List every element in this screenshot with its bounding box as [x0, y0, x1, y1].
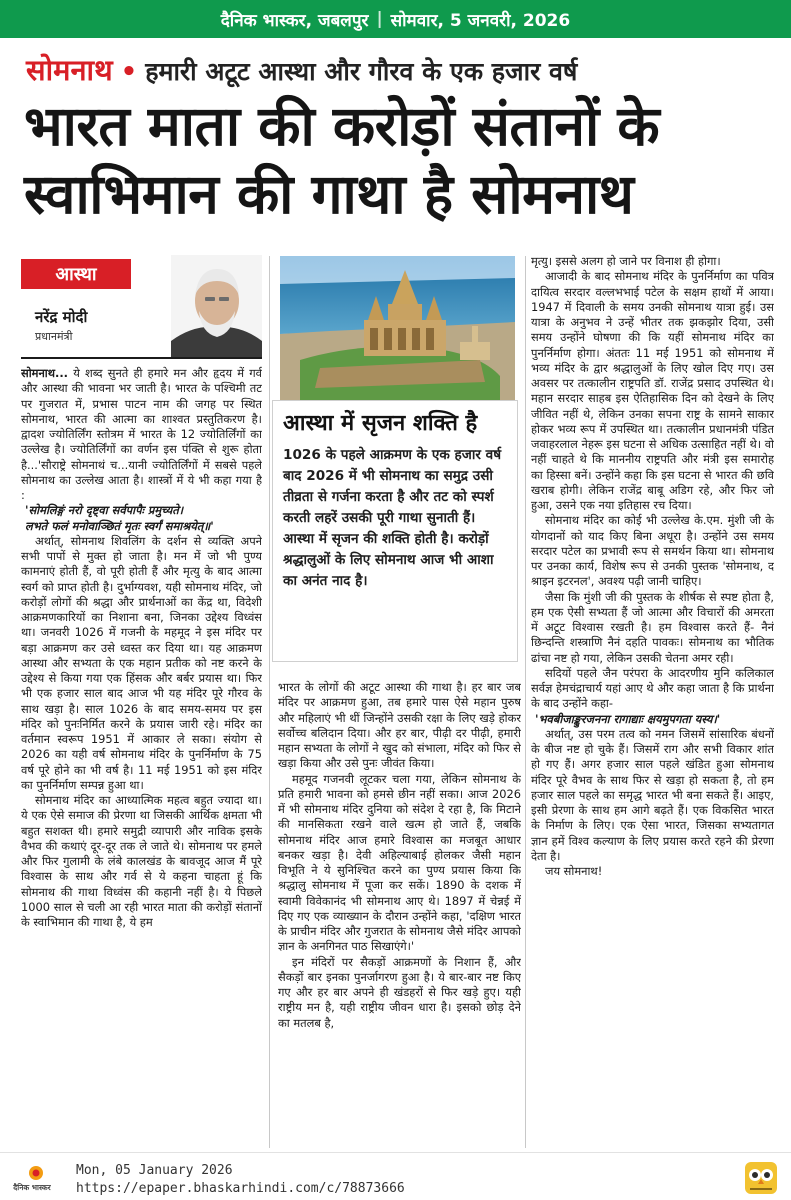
article-paragraph: भारत के लोगों की अटूट आस्था की गाथा है। हर बार जब मंदिर पर आक्रमण हुआ, तब हमारे पास ऐसे महान पुरुष और महिलाएं भी थीं जिन्होंने उसकी रक्षा के लिए खड़े होकर सर्वोच्च बलिदान दिया। और हर बार, पीढ़ी दर पीढ़ी, हमारी महान सभ्यता के लोगों ने खुद को संभाला, मंदिर को फिर से खड़ा किया और उसे पुनः जीवंत किया।: [278, 680, 521, 771]
author-role: प्रधानमंत्री: [35, 330, 73, 343]
article-paragraph: अर्थात्, उस परम तत्व को नमन जिसमें सांसारिक बंधनों के बीज नष्ट हो चुके हैं। जिसमें राग और सभी विकार शांत हो गए हैं। अगर हजार साल पहले खंडित हुआ सोमनाथ मंदिर पूरे वैभव के साथ फिर से खड़ा हो सकता है, तो हम हजार साल पहले का समृद्ध भारत भी बना सकते हैं। आइए, इसी प्रेरणा के साथ हम आगे बढ़ते हैं। एक विकसित भारत के निर्माण के लिए। एक ऐसा भारत, जिसका सभ्यतागत ज्ञान हमें विश्व कल्याण के लिए प्रयास करते रहने की प्रेरणा देता है।: [531, 726, 774, 863]
verse-line: 'सोमलिङ्गं नरो दृष्ट्वा सर्वपापैः प्रमुच्यते।: [25, 503, 184, 518]
article-text: ये शब्द सुनते ही हमारे मन और हृदय में गर्व और आस्था की भावना भर जाती है। भारत के पश्चिमी तट पर गुजरात में, प्रभास पाटन नाम की जगह पर स्थित सोमनाथ, भारत की आत्मा का शाश्वत प्रस्तुतिकरण है। द्वादश ज्योतिर्लिंग स्तोत्रम में भारत के 12 ज्योतिर्लिंगों का उल्लेख है। ज्योतिर्लिंगों का वर्णन इस पंक्ति से शुरू होता है...'सौराष्ट्रे सोमनाथं च...यानी ज्योतिर्लिंगों में सबसे पहले सोमनाथ का उल्लेख आता है। शास्त्रों में ये भी कहा गया है :: [21, 366, 262, 502]
article-paragraph: सोमनाथ मंदिर का कोई भी उल्लेख के.एम. मुंशी जी के योगदानों को याद किए बिना अधूरा है। उन्होंने उस समय सरदार पटेल का प्रभावी रूप से समर्थन किया था। सोमनाथ पर उनका कार्य, विशेष रूप से उनकी पुस्तक 'सोमनाथ, द श्राइन इटरनल', अवश्य पढ़ी जानी चाहिए।: [531, 513, 774, 589]
column-divider: [269, 256, 270, 1148]
article-paragraph: आजादी के बाद सोमनाथ मंदिर के पुनर्निर्माण का पवित्र दायित्व सरदार वल्लभभाई पटेल के सक्षम हाथों में आया। 1947 में दिवाली के समय उनकी सोमनाथ यात्रा हुई। उस यात्रा के अनुभव ने उन्हें भीतर तक झकझोर दिया, उसी समय उन्होंने घोषणा की कि यहीं सोमनाथ मंदिर का पुनर्निर्माण होगा। अंततः 11 मई 1951 को सोमनाथ में भव्य मंदिर के द्वार श्रद्धालुओं के लिए खोल दिए गए। उस अवसर पर तत्कालीन राष्ट्रपति डॉ. राजेंद्र प्रसाद उपस्थित थे। महान सरदार साहब इस ऐतिहासिक दिन को देखने के लिए जीवित नहीं थे, लेकिन उनका सपना राष्ट्र के सामने साकार होकर भव्य रूप में उपस्थित था। तत्कालीन प्रधानमंत्री पंडित जवाहरलाल नेहरू इस घटना से अधिक उत्साहित नहीं थे। वो नहीं चाहते थे कि माननीय राष्ट्रपति और मंत्री इस समारोह का हिस्सा बनें। उन्होंने कहा कि इस घटना से भारत की छवि खराब होगी। लेकिन राजेंद्र बाबू अडिग रहे, और फिर जो हुआ, उसने एक नया इतिहास रच दिया।: [531, 269, 774, 512]
author-box: [21, 255, 262, 359]
column-divider: [525, 256, 526, 1148]
article-paragraph: मृत्यु। इससे अलग हो जाने पर विनाश ही होगा।: [531, 254, 721, 268]
temple-photo: [280, 256, 515, 404]
quote-title: आस्था में सृजन शक्ति है: [283, 411, 478, 436]
author-name: नरेंद्र मोदी: [35, 308, 88, 326]
article-column-right: [531, 254, 774, 1144]
masthead-separator: |: [376, 9, 383, 29]
article-signoff: जय सोमनाथ!: [545, 864, 603, 878]
kicker-keyword: सोमनाथ: [26, 53, 113, 87]
masthead-paper: दैनिक भास्कर, जबलपुर: [220, 10, 369, 31]
section-tag: आस्था: [21, 259, 131, 289]
kicker-bullet: •: [120, 57, 138, 87]
article-paragraph: अर्थात्, सोमनाथ शिवलिंग के दर्शन से व्यक्ति अपने सभी पापों से मुक्त हो जाता है। मन में जो भी पुण्य कामनाएं होती हैं, वो पूरी होती हैं और मृत्यु के बाद आत्मा स्वर्ग को प्राप्त होती है। दुर्भाग्यवश, यही सोमनाथ मंदिर, जो करोड़ों लोगों की श्रद्धा और प्रार्थनाओं का केंद्र था, विदेशी आक्रमणकारियों का निशाना बना, जिनका उद्देश्य विध्वंस था। जनवरी 1026 में गजनी के महमूद ने इस मंदिर पर बड़ा आक्रमण कर उसे ध्वस्त कर दिया था। यह आक्रमण आस्था और सभ्यता के एक महान प्रतीक को नष्ट करने के उद्देश्य से किया गया एक हिंसक और बर्बर प्रयास था। फिर भी एक हजार साल बाद आज भी यह मंदिर पूरे गौरव के साथ खड़ा है। साल 1026 के बाद समय-समय पर इस मंदिर को पुनःनिर्मित करने के प्रयास जारी रहे। मंदिर का वर्तमान स्वरूप 1951 में आकार ले सका। संयोग से 2026 का यही वर्ष सोमनाथ मंदिर के पुनर्निर्माण के 75 वर्ष पूरे होने का भी वर्ष है। 11 मई 1951 को इस मंदिर का पुनर्निर्माण सम्पन्न हुआ था।: [21, 533, 262, 792]
quote-body: 1026 के पहले आक्रमण के एक हजार वर्ष बाद 2026 में भी सोमनाथ का समुद्र उसी तीव्रता से गर्जना करता है और तट को स्पर्श करती लहरें उसकी पूरी गाथा सुनाती हैं। आस्था में सृजन की शक्ति होती है। करोड़ों श्रद्धालुओं के लिए सोमनाथ आज भी आशा का अनंत नाद है।: [283, 447, 502, 589]
epaper-footer: [0, 1152, 791, 1200]
quote-box: [272, 400, 518, 662]
article-lead: सोमनाथ...: [21, 366, 68, 380]
owl-icon: [744, 1161, 778, 1195]
headline: [24, 92, 774, 228]
verse-line: लभते फलं मनोवाञ्छितं मृतः स्वर्गं समाश्रयेत्॥': [25, 518, 214, 533]
footer-date: Mon, 05 January 2026: [76, 1163, 233, 1178]
article-column-middle: [278, 680, 521, 1148]
article-paragraph: [21, 366, 262, 503]
article-paragraph: जैसा कि मुंशी जी की पुस्तक के शीर्षक से स्पष्ट होता है, हम एक ऐसी सभ्यता हैं जो आत्मा और विचारों की अमरता में अटूट विश्वास रखती है। हम विश्वास करते हैं- नैनं छिन्दन्ति शस्त्राणि नैनं दहति पावकः। सोमनाथ का भौतिक ढांचा नष्ट हो गया, लेकिन उसकी चेतना अमर रही।: [531, 589, 774, 665]
verse-line: 'भवबीजाङ्कुरजनना रागाद्याः क्षयमुपगता यस्य।': [535, 711, 721, 726]
footer-logo-text: दैनिक भास्कर: [13, 1183, 51, 1192]
kicker-text: हमारी अटूट आस्था और गौरव के एक हजार वर्ष: [145, 57, 578, 86]
footer-url[interactable]: https://epaper.bhaskarhindi.com/c/78873666: [76, 1181, 405, 1196]
article-paragraph: महमूद गजनवी लूटकर चला गया, लेकिन सोमनाथ के प्रति हमारी भावना को हमसे छीन नहीं सका। आज 2026 में भी सोमनाथ मंदिर दुनिया को संदेश दे रहा है, कि मिटाने की मानसिकता रखने वाले खत्म हो जाते हैं, जबकि सोमनाथ मंदिर आज हमारे विश्वास का मजबूत आधार बनकर खड़ा है। देवी अहिल्याबाई होलकर जैसी महान विभूति ने ये सुनिश्चित करने का पुण्य प्रयास किया कि श्रद्धालु सोमनाथ में पूजा कर सकें। 1890 के दशक में स्वामी विवेकानंद भी सोमनाथ आए थे। 1897 में चेन्नई में दिए गए एक व्याख्यान के दौरान उन्होंने कहा, 'दक्षिण भारत के प्राचीन मंदिर और गुजरात के सोमनाथ जैसे मंदिर आपको ज्ञान के अनगिनत पाठ सिखाएंगे।': [278, 771, 521, 954]
masthead-date: सोमवार, 5 जनवरी, 2026: [390, 10, 571, 31]
article-paragraph: सोमनाथ मंदिर का आध्यात्मिक महत्व बहुत ज्यादा था। ये एक ऐसे समाज की प्रेरणा था जिसकी आर्थिक क्षमता भी बहुत सशक्त थी। हमारे समुद्री व्यापारी और नाविक इसके वैभव की कथाएं दूर-दूर तक ले जाते थे। सोमनाथ पर हमले और फिर गुलामी के लंबे कालखंड के बावजूद आज मैं पूरे विश्वास के साथ और गर्व से ये कहना चाहता हूं कि सोमनाथ की गाथा विध्वंस की कहानी नहीं है। ये पिछले 1000 साल से चली आ रही भारत माता की करोड़ों संतानों के स्वाभिमान की गाथा है, ये हम: [21, 793, 262, 929]
article-paragraph: इन मंदिरों पर सैकड़ों आक्रमणों के निशान हैं, और सैकड़ों बार इनका पुनर्जागरण हुआ है। ये बार-बार नष्ट किए गए और हर बार अपने ही खंडहरों से फिर खड़े हुए। यही राष्ट्रीय मन है, यही राष्ट्रीय जीवन धारा है। इसको छोड़ देने का मतलब है,: [278, 954, 521, 1030]
article-paragraph: सदियों पहले जैन परंपरा के आदरणीय मुनि कलिकाल सर्वज्ञ हेमचंद्राचार्य यहां आए थे और कहा जाता है कि प्रार्थना के बाद उन्होंने कहा-: [531, 665, 774, 711]
article-column-left: [21, 366, 262, 1146]
author-photo: [171, 255, 262, 357]
kicker: [26, 50, 766, 90]
headline-line-1: भारत माता की करोड़ों संतानों के: [24, 94, 660, 158]
masthead-bar: [0, 0, 791, 38]
headline-line-2: स्वाभिमान की गाथा है सोमनाथ: [24, 162, 634, 226]
